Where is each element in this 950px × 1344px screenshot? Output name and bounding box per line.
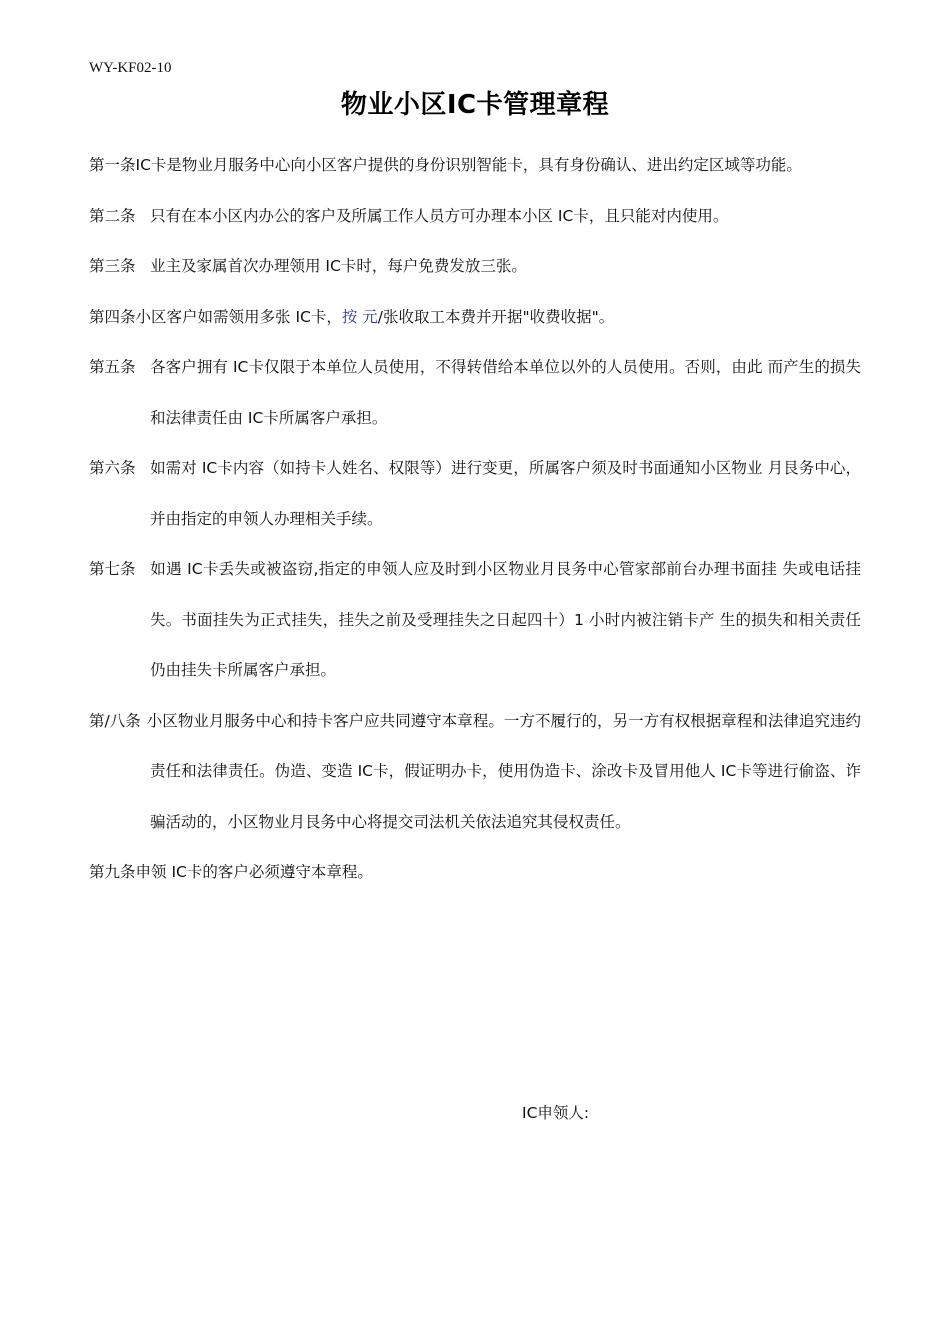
article-label: 第二条 bbox=[89, 206, 136, 225]
article-text: 如遇 IC卡丢失或被盗窃,指定的申领人应及时到小区物业月艮务中心管家部前台办理书面挂 失或电话挂失。书面挂失为正式挂失，挂失之前及受理挂失之日起四十）1 小时内被注销卡产 生的损失和相关责任仍由挂失卡所属客户承担。 bbox=[150, 560, 861, 679]
article-label: 第六条 bbox=[89, 459, 136, 477]
article-4 bbox=[89, 292, 861, 343]
article-label: 第七条 bbox=[89, 560, 136, 578]
document-code: WY-KF02-10 bbox=[89, 60, 172, 76]
article-label: 第九条 bbox=[89, 863, 136, 881]
article-label: 第一条 bbox=[89, 156, 136, 174]
article-1 bbox=[89, 140, 861, 191]
article-label: 第四条 bbox=[89, 307, 136, 326]
article-2 bbox=[89, 191, 861, 242]
article-list bbox=[89, 140, 861, 898]
signature-label: IC申领人: bbox=[522, 1104, 590, 1122]
article-label: 第五条 bbox=[89, 358, 136, 376]
article-7 bbox=[89, 544, 861, 696]
article-text: 如需对 IC卡内容（如持卡人姓名、权限等）进行变更，所属客户须及时书面通知小区物业 月艮务中心，并由指定的申领人办理相关手续。 bbox=[150, 459, 861, 528]
article-text: IC卡是物业月服务中心向小区客户提供的身份识别智能卡，具有身份确认、进出约定区域等功能。 bbox=[135, 156, 802, 174]
article-label: 第/八条 bbox=[89, 711, 141, 730]
article-9 bbox=[89, 847, 861, 898]
article-5 bbox=[89, 342, 861, 443]
article-6 bbox=[89, 443, 861, 544]
document-title: 物业小区IC卡管理章程 bbox=[340, 90, 610, 120]
article-text: 只有在本小区内办公的客户及所属工作人员方可办理本小区 IC卡，且只能对内使用。 bbox=[150, 206, 729, 225]
article-text: 小区物业月服务中心和持卡客户应共同遵守本章程。一方不履行的，另一方有权根据章程和法律追究违约责任和法律责任。伪造、变造 IC卡，假证明办卡，使用伪造卡、涂改卡及冒用他人 IC卡等进行偷盗、诈骗活动的，小区物业月艮务中心将提交司法机关依法追究其侵权责任。 bbox=[146, 711, 861, 831]
article-text: 业主及家属首次办理领用 IC卡时，每户免费发放三张。 bbox=[150, 257, 527, 275]
article-text: 申领 IC卡的客户必须遵守本章程。 bbox=[135, 863, 373, 881]
article-highlight: 按 元 bbox=[341, 307, 378, 326]
article-text-before: 小区客户如需领用多张 IC卡， bbox=[135, 307, 342, 326]
article-text: 各客户拥有 IC卡仅限于本单位人员使用，不得转借给本单位以外的人员使用。否则，由此 而产生的损失和法律责任由 IC卡所属客户承担。 bbox=[150, 358, 861, 427]
article-text-after: /张收取工本费并开据"收费收据"。 bbox=[377, 307, 615, 326]
article-3 bbox=[89, 241, 861, 292]
article-label: 第三条 bbox=[89, 257, 136, 275]
article-8 bbox=[89, 696, 861, 848]
